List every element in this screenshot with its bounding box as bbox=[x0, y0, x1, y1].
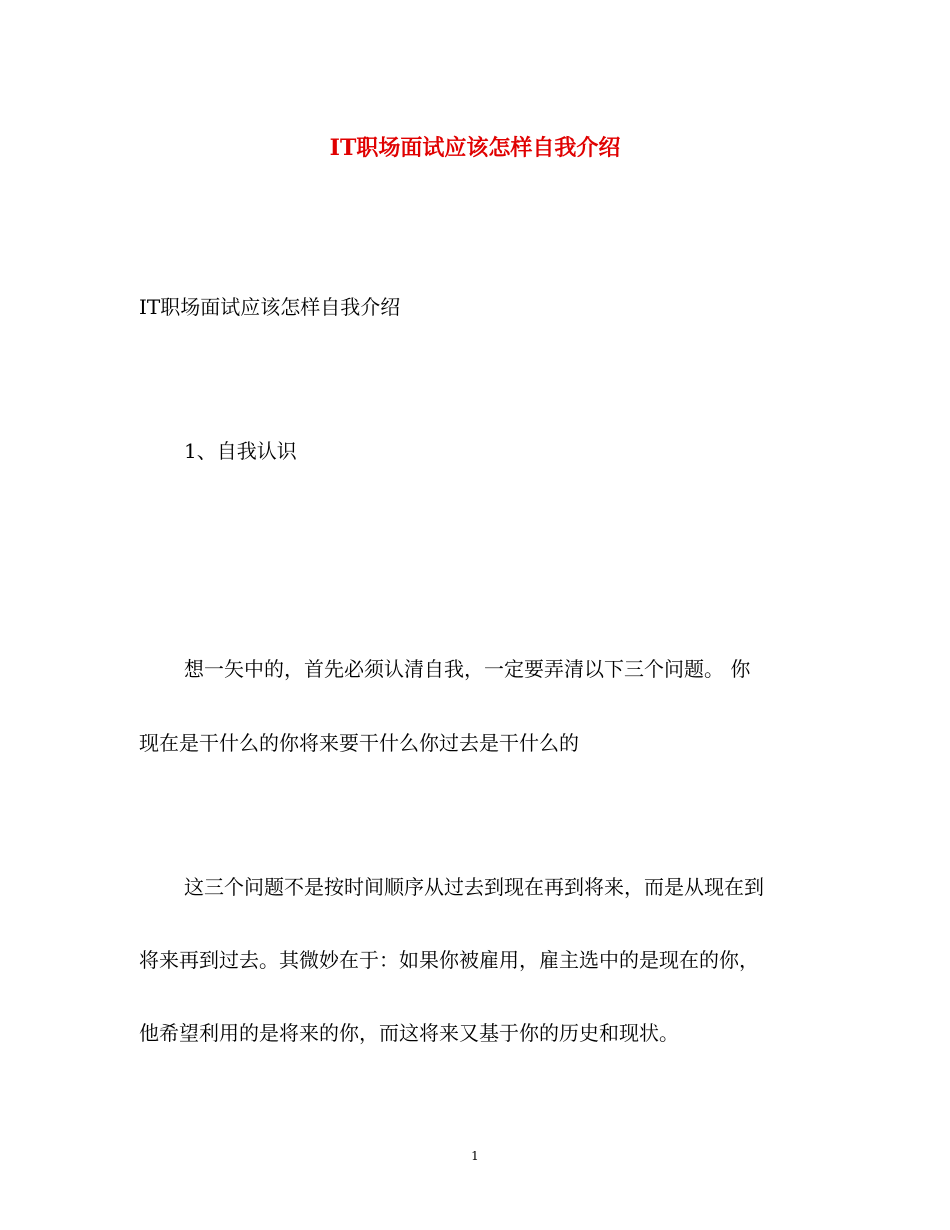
paragraph-1-line-2: 现在是干什么的你将来要干什么你过去是干什么的 bbox=[139, 731, 579, 755]
paragraph-2-line-2: 将来再到过去。其微妙在于：如果你被雇用，雇主选中的是现在的你， bbox=[139, 948, 759, 972]
paragraph-2-line-3: 他希望利用的是将来的你，而这将来又基于你的历史和现状。 bbox=[139, 1021, 679, 1045]
document-title: IT职场面试应该怎样自我介绍 bbox=[329, 135, 621, 161]
document-subtitle: IT职场面试应该怎样自我介绍 bbox=[139, 295, 401, 319]
paragraph-1-line-1: 想一矢中的，首先必须认清自我，一定要弄清以下三个问题。 你 bbox=[184, 657, 751, 681]
paragraph-2-line-1: 这三个问题不是按时间顺序从过去到现在再到将来，而是从现在到 bbox=[184, 875, 764, 899]
page-number: 1 bbox=[471, 1149, 479, 1163]
section-heading: 1、自我认识 bbox=[184, 439, 297, 463]
